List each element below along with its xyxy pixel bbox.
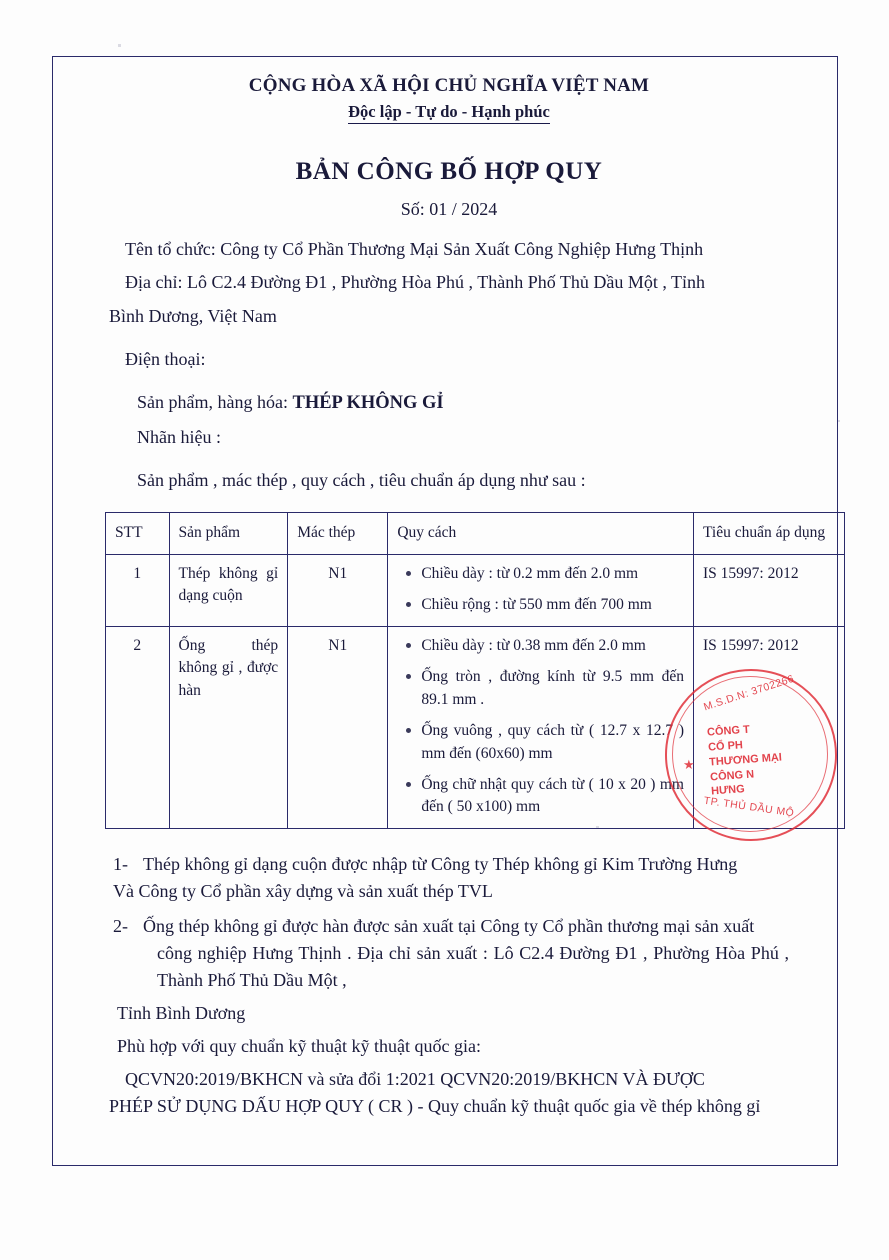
stamp-line-3: THƯƠNG MẠI bbox=[708, 751, 783, 769]
table-header-row bbox=[106, 513, 845, 554]
notes-section bbox=[109, 851, 789, 994]
note-text bbox=[143, 913, 789, 994]
organization-phone: Điện thoại: bbox=[125, 349, 206, 370]
speck bbox=[118, 44, 121, 47]
product-line bbox=[109, 389, 789, 417]
conformity-label: Phù hợp với quy chuẩn kỹ thuật kỹ thuật quốc gia: bbox=[117, 1035, 481, 1056]
tail-section bbox=[109, 1000, 789, 1120]
organization-address-line1: Địa chỉ: Lô C2.4 Đường Đ1 , Phường Hòa Phú , Thành Phố Thủ Dầu Một , Tỉnh bbox=[125, 272, 706, 293]
cell-grade: N1 bbox=[288, 626, 388, 828]
document-border bbox=[52, 56, 838, 1166]
national-motto: Độc lập - Tự do - Hạnh phúc bbox=[348, 102, 550, 124]
organization-address-line2: Bình Dương, Việt Nam bbox=[109, 305, 277, 326]
national-title: CỘNG HÒA XÃ HỘI CHỦ NGHĨA VIỆT NAM bbox=[248, 75, 650, 96]
document-content bbox=[109, 71, 826, 1120]
cell-standard: IS 15997: 2012 bbox=[694, 554, 845, 626]
stamp-line-1: CÔNG T bbox=[706, 723, 751, 739]
national-motto-wrap bbox=[109, 97, 789, 124]
stamp-line-2: CỔ PH bbox=[707, 738, 744, 754]
note-continuation: công nghiệp Hưng Thịnh . Địa chỉ sản xuất : Lô C2.4 Đường Đ1 , Phường Hòa Phú , Thành Phố Thủ Dầu Một , bbox=[157, 942, 789, 990]
column-header-standard: Tiêu chuẩn áp dụng bbox=[694, 513, 845, 554]
specs-intro: Sản phẩm , mác thép , quy cách , tiêu chuẩn áp dụng như sau : bbox=[137, 469, 586, 490]
table-row bbox=[106, 626, 845, 828]
note-number: 1- bbox=[113, 853, 128, 874]
spec-item: Ống chữ nhật quy cách từ ( 10 x 20 ) mm đến ( 50 x100) mm bbox=[421, 774, 684, 819]
cell-spec bbox=[388, 554, 694, 626]
stamp-arc-bottom: TP. THỦ DẦU MỘ bbox=[702, 794, 796, 820]
organization-name: Tên tổ chức: Công ty Cổ Phần Thương Mại Sản Xuất Công Nghiệp Hưng Thịnh bbox=[125, 239, 704, 259]
cell-stt: 2 bbox=[106, 626, 170, 828]
spec-item: Chiều dày : từ 0.38 mm đến 2.0 mm bbox=[421, 635, 684, 657]
spec-item: Chiều dày : từ 0.2 mm đến 2.0 mm bbox=[421, 563, 684, 585]
province-line: Tỉnh Bình Dương bbox=[117, 1002, 246, 1023]
table-row bbox=[106, 554, 845, 626]
product-name: THÉP KHÔNG GỈ bbox=[292, 393, 444, 414]
note-main: Thép không gỉ dạng cuộn được nhập từ Công ty Thép không gỉ Kim Trường Hưng bbox=[143, 853, 738, 874]
specification-table bbox=[105, 512, 845, 829]
note-text bbox=[113, 851, 789, 905]
document-number: Số: 01 / 2024 bbox=[400, 199, 498, 219]
speck bbox=[838, 420, 840, 422]
cell-stt: 1 bbox=[106, 554, 170, 626]
conformity-line-1: QCVN20:2019/BKHCN và sửa đổi 1:2021 QCVN20:2019/BKHCN VÀ ĐƯỢC bbox=[125, 1068, 705, 1089]
conformity-line-2: PHÉP SỬ DỤNG DẤU HỢP QUY ( CR ) - Quy chuẩn kỹ thuật quốc gia về thép không gỉ bbox=[109, 1095, 761, 1116]
spec-item: Chiều rộng : từ 550 mm đến 700 mm bbox=[421, 594, 684, 616]
spec-list bbox=[397, 563, 684, 617]
note-continuation: Và Công ty Cổ phần xây dựng và sản xuất thép TVL bbox=[113, 880, 493, 901]
column-header-stt: STT bbox=[106, 513, 170, 554]
stamp-arc-top: M.S.D.N: 3702266 bbox=[702, 672, 796, 714]
column-header-product: Sản phẩm bbox=[169, 513, 288, 554]
product-label: Sản phẩm, hàng hóa: bbox=[137, 392, 288, 413]
spec-list bbox=[397, 635, 684, 819]
note-item bbox=[109, 913, 789, 994]
star-icon: ★ bbox=[683, 757, 695, 772]
note-main: Ống thép không gỉ được hàn được sản xuất tại Công ty Cổ phần thương mại sản xuất bbox=[143, 915, 755, 936]
cell-product: Ống thép không gỉ , được hàn bbox=[169, 626, 288, 828]
cell-product: Thép không gỉ dạng cuộn bbox=[169, 554, 288, 626]
spec-item: Ống vuông , quy cách từ ( 12.7 x 12.7 ) mm đến (60x60) mm bbox=[421, 720, 684, 765]
stamp-line-4: CÔNG N bbox=[709, 767, 755, 784]
cell-standard: IS 15997: 2012 bbox=[694, 626, 845, 828]
note-item bbox=[109, 851, 789, 905]
column-header-spec: Quy cách bbox=[388, 513, 694, 554]
cell-spec bbox=[388, 626, 694, 828]
note-number: 2- bbox=[113, 915, 128, 936]
spec-item: Ống tròn , đường kính từ 9.5 mm đến 89.1 mm . bbox=[421, 666, 684, 711]
stamp-line-5: HƯNG bbox=[710, 783, 746, 798]
page-title: BẢN CÔNG BỐ HỢP QUY bbox=[295, 158, 603, 185]
brand-label: Nhãn hiệu : bbox=[137, 426, 221, 447]
column-header-grade: Mác thép bbox=[288, 513, 388, 554]
cell-grade: N1 bbox=[288, 554, 388, 626]
